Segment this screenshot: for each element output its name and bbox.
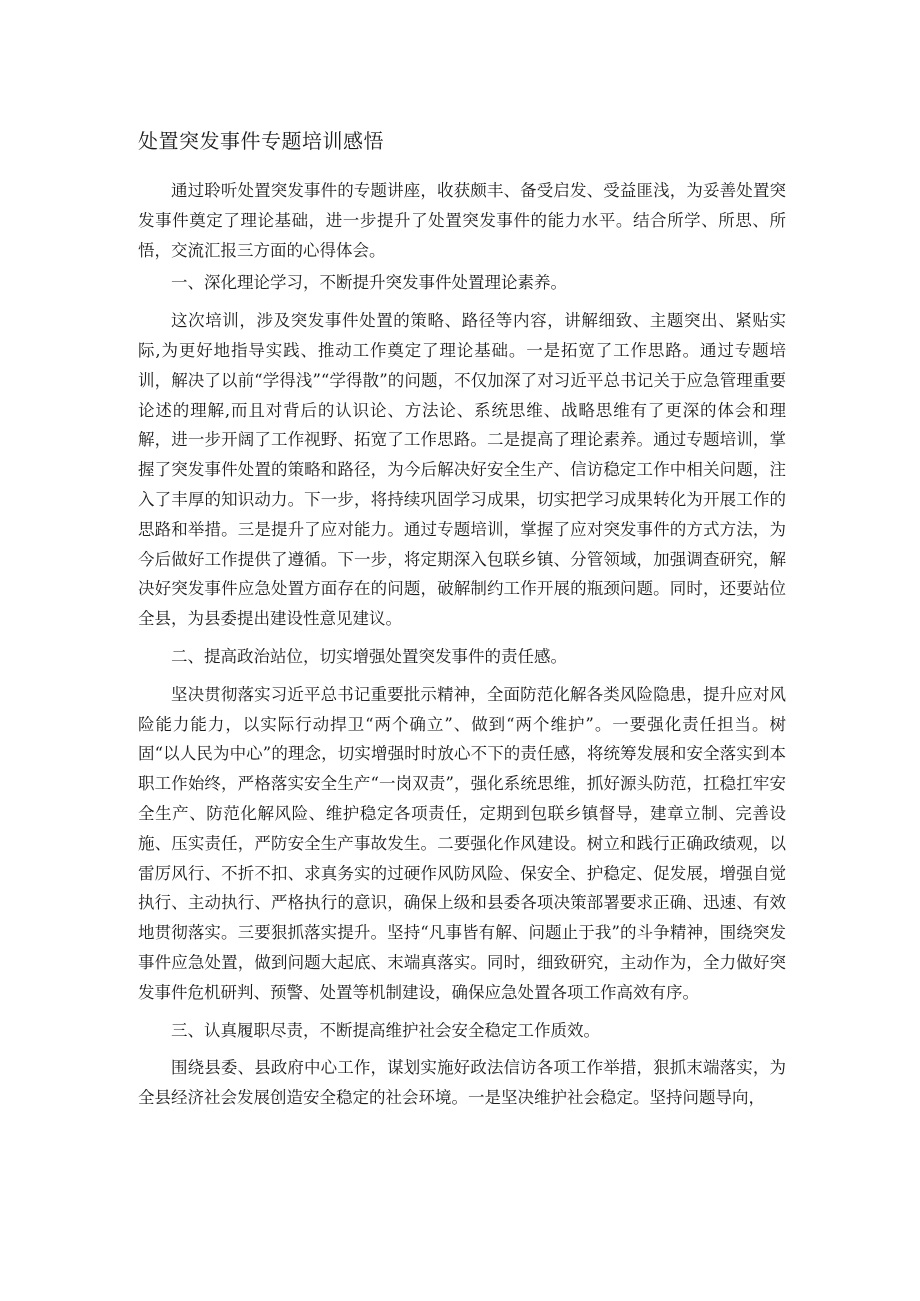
intro-paragraph: 通过聆听处置突发事件的专题讲座，收获颇丰、备受启发、受益匪浅，为妥善处置突发事件奠定了理论基础，进一步提升了处置突发事件的能力水平。结合所学、所思、所悟，交流汇报三方面的心得体会。 <box>138 181 786 260</box>
section-heading-1: 一、深化理论学习，不断提升突发事件处置理论素养。 <box>171 273 567 293</box>
document-body <box>138 176 786 1113</box>
document-title: 处置突发事件专题培训感悟 <box>138 129 384 153</box>
section-heading-3: 三、认真履职尽责，不断提高维护社会安全稳定工作质效。 <box>171 1020 600 1040</box>
section-body-2: 坚决贯彻落实习近平总书记重要批示精神，全面防范化解各类风险隐患，提升应对风险能力能力，以实际行动捍卫“两个确立”、做到“两个维护”。一要强化责任担当。树固“以人民为中心”的理念，切实增强时时放心不下的责任感，将统筹发展和安全落实到本职工作始终，严格落实安全生产“一岗双责”，强化系统思维，抓好源头防范，扛稳扛牢安全生产、防范化解风险、维护稳定各项责任，定期到包联乡镇督导，建章立制、完善设施、压实责任，严防安全生产事故发生。二要强化作风建设。树立和践行正确政绩观，以雷厉风行、不折不扣、求真务实的过硬作风防风险、保安全、护稳定、促发展，增强自觉执行、主动执行、严格执行的意识，确保上级和县委各项决策部署要求正确、迅速、有效地贯彻落实。三要狠抓落实提升。坚持“凡事皆有解、问题止于我”的斗争精神，围绕突发事件应急处置，做到问题大起底、末端真落实。同时，细致研究，主动作为，全力做好突发事件危机研判、预警、处置等机制建设，确保应急处置各项工作高效有序。 <box>138 684 786 1002</box>
section-heading-2: 二、提高政治站位，切实增强处置突发事件的责任感。 <box>171 646 567 666</box>
section-body-1: 这次培训，涉及突发事件处置的策略、路径等内容，讲解细致、主题突出、紧贴实际,为更好地指导实践、推动工作奠定了理论基础。一是拓宽了工作思路。通过专题培训，解决了以前“学得浅”“学得散”的问题，不仅加深了对习近平总书记关于应急管理重要论述的理解,而且对背后的认识论、方法论、系统思维、战略思维有了更深的体会和理解，进一步开阔了工作视野、拓宽了工作思路。二是提高了理论素养。通过专题培训，掌握了突发事件处置的策略和路径，为今后解决好安全生产、信访稳定工作中相关问题，注入了丰厚的知识动力。下一步，将持续巩固学习成果，切实把学习成果转化为开展工作的思路和举措。三是提升了应对能力。通过专题培训，掌握了应对突发事件的方式方法，为今后做好工作提供了遵循。下一步，将定期深入包联乡镇、分管领域，加强调查研究，解决好突发事件应急处置方面存在的问题，破解制约工作开展的瓶颈问题。同时，还要站位全县，为县委提出建设性意见建议。 <box>138 311 786 629</box>
section-body-3: 围绕县委、县政府中心工作，谋划实施好政法信访各项工作举措，狠抓末端落实，为全县经济社会发展创造安全稳定的社会环境。一是坚决维护社会稳定。坚持问题导向， <box>138 1058 786 1108</box>
